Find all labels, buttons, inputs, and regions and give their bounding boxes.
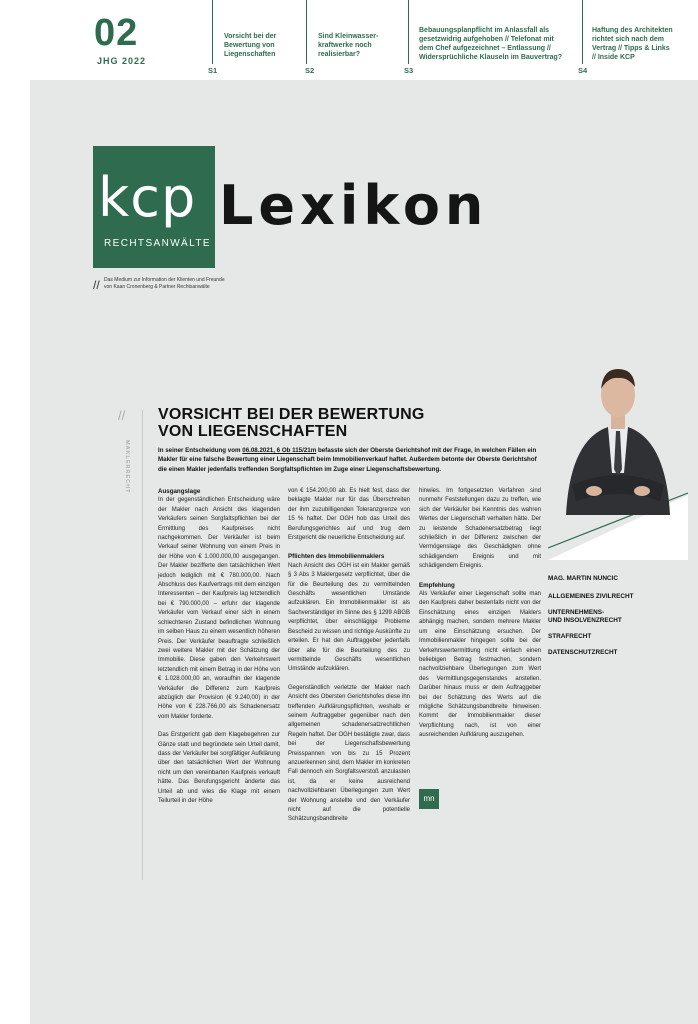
article-side-rule [142,410,143,880]
toc-page-4: S4 [578,66,588,75]
issue-year: JHG 2022 [97,56,147,66]
issue-number: 02 [94,12,139,54]
practice-area: UNTERNEHMENS- UND INSOLVENZRECHT [548,609,622,624]
rubric-slash: // [118,408,126,423]
tagline-slash: // [93,278,100,292]
toc-item-2[interactable]: Sind Kleinwasser- kraftwerke noch realisierbar? [318,33,379,58]
toc-divider [212,0,213,64]
paragraph: Als Verkäufer einer Liegenschaft sollte man den Kaufpreis daher bestenfalls nicht von der Einschätzung eines einzigen Maklers abhängig machen, sondern mehrere Makler um eine Einschätzung ersuchen. Der Immobilienmakler hingegen sollte bei der Verkehrswertermittlung nicht einfach einen beliebigen Betrag festmachen, sondern nachvollziehbare Überlegungen zum Wert des Vermittlungsgegenstandes anstellen. Darüber hinaus muss er dem Auftraggeber bei der Schätzung des Werts auf die mögliche Schätzungsbandbreite hinweisen. Kommt der Immobilienmakler dieser Verpflichtung nach, ist von einer ausreichenden Aufklärung auszugehen. [419,591,541,739]
article-column-1 [158,487,280,815]
paragraph: von € 154.200,00 ab. Es hielt fest, dass der beklagte Makler nur für das Überschreiten der ihm zuzubilligenden Toleranzgrenze von 15 % haftet. Der OGH hob das Urteil des Berufungsgerichtes auf und trug dem Erstgericht die neuerliche Entscheidung auf. [288,488,410,542]
tagline: Das Medium zur Information der Klienten und Freunde von Kaan Cronenberg & Partner Rechtsanwälte [104,277,225,290]
toc-divider [408,0,409,64]
author-photo [548,345,688,560]
case-reference: 06.08.2021, 6 Ob 115/21m [242,447,317,454]
masthead-strip [0,0,698,78]
author-initials-badge: mn [419,789,439,809]
section-heading: Ausgangslage [158,488,201,495]
toc-item-4[interactable]: Haftung des Architekten richtet sich nach dem Vertrag // Tipps & Links // Inside KCP [592,27,673,61]
toc-page-1: S1 [208,66,218,75]
article-intro: In seiner Entscheidung vom 06.08.2021, 6 Ob 115/21m befasste sich der Oberste Gerichtshof mit der Frage, in welchen Fällen ein Makler für eine falsche Bewertung einer Liegenschaft beim Immobilienverkauf haftet. Außerdem betonte der Oberste Gerichtshof die einen Makler jedenfalls treffenden Sorgfaltspflichten im Zuge einer Liegenschaftsbewertung. [158,447,537,473]
practice-area: DATENSCHUTZRECHT [548,649,618,656]
section-heading: Empfehlung [419,581,455,589]
paragraph: In der gegenständlichen Entscheidung wäre der Makler nach Ansicht des klagenden Verkäufers seinen Sorgfaltspflichten bei der Ermittlung des Kaufpreises nicht nachgekommen. Der Verkäufer ist beim Verkauf seiner Wohnung von einem Preis in der Höhe von € 1.000.000,00 ausgegangen. Der Makler bezifferte den tatsächlichen Wert jedoch lediglich mit € 780.000,00. Nach Abschluss des Kaufvertrags mit dem einzigen Interessenten – der Kaufpreis lag letztendlich bei € 790.000,00 – erfuhr der klagende Verkäufer vom Verkauf einer sich in einem schlechteren Zustand befindlichen Wohnung im selben Haus zu einem wesentlich höheren Preis. Der Verkäufer beauftragte schließlich zwei weitere Makler mit der Schätzung der Immobilie. Diese gaben den Verkehrswert letztendlich mit einem Betrag in der Höhe von € 1.028.000,00 an, woraufhin der klagende Verkäufer die Differenz zum Kaufpreis abzüglich der Provision (€ 9.240,00) in der Höhe von € 228.766,00 als Schadenersatz vom Makler forderte. [158,497,280,720]
logo-kcp-text: kcp [98,166,197,229]
author-info [548,575,634,665]
toc-item-1[interactable]: Vorsicht bei der Bewertung von Liegenschaften [224,33,277,58]
practice-area: ALLGEMEINES ZIVILRECHT [548,593,634,600]
logo-rechtsanwaelte: RECHTSANWÄLTE [104,238,211,249]
paragraph: Nach Ansicht des OGH ist ein Makler gemäß § 3 Abs 3 Maklergesetz verpflichtet, über die für die Beurteilung des zu vermittelnden Geschäfts wesentlichen Umstände aufzuklären. Ein Immobilienmakler ist als Sachverständiger im Sinne des § 1299 ABGB verpflichtet, über einschlägige Probleme Bescheid zu wissen und richtige Auskünfte zu erteilen. Er hat den Auftraggeber jedenfalls über alle für die Beurteilung des zu vermittelnde Geschäfts wesentlichen Umstände aufzuklären. [288,562,410,673]
toc-item-3[interactable]: Bebauungsplanpflicht im Anlassfall als gesetzwidrig aufgehoben // Telefonat mit dem Chef aufgezeichnet – Entlassung // Widersprüchliche Klauseln im Bauvertrag? [419,27,563,61]
article-column-3 [419,487,541,750]
toc-divider [582,0,583,64]
toc-page-3: S3 [404,66,414,75]
paragraph: Das Erstgericht gab dem Klagebegehren zur Gänze statt und begründete sein Urteil damit, dass der Verkäufer bei sorgfältiger Aufklärung über den tatsächlichen Wert der Wohnung nicht um den vereinbarten Kaufpreis verkauft hätte. Das Berufungsgericht änderte das Urteil ab und wies die Klage mit einem Teilurteil in der Höhe [158,732,280,804]
practice-area: STRAFRECHT [548,633,592,640]
article-headline: VORSICHT BEI DER BEWERTUNG VON LIEGENSCHAFTEN [158,406,425,440]
toc-divider [306,0,307,64]
paragraph: Gegenständlich verletzte der Makler nach Ansicht des Obersten Gerichtshofes diese ihn treffenden Aufklärungspflichten, weshalb er seinem Auftraggeber gegenüber nach den allgemeinen schadenersatzrechtlichen Regeln haftet. Der OGH bestätigte zwar, dass bei der Liegenschaftsbewertung Preisspannen von bis zu 15 Prozent anzuerkennen sind, dem Makler im konkreten Fall dennoch ein Sorgfaltsverstoß anzulasten ist, da er keine ausreichend nachvollziehbaren Überlegungen zum Wert der Wohnung anstellte und den Verkäufer nicht auf die potentielle Schätzungsbandbreite [288,684,410,823]
author-name: MAG. MARTIN NUNCIC [548,575,618,582]
section-heading: Pflichten des Immobilienmaklers [288,553,385,561]
toc-page-2: S2 [305,66,315,75]
article-column-2 [288,487,410,834]
logo-lexikon: Lexikon [219,174,489,237]
rubric-label: MAKLERRECHT [124,440,130,494]
paragraph: hinwies. Im fortgesetzten Verfahren sind nunmehr Feststellungen dazu zu treffen, wie sich der Verkäufer bei Kenntnis des wahren Wertes der Liegenschaft verhalten hätte. Der zu leistende Schadenersatzbetrag liegt schließlich in der Differenz zwischen der Vermögenslage des Geschädigten ohne schädigendem Ereignis und mit schädigendem Ereignis. [419,488,541,570]
